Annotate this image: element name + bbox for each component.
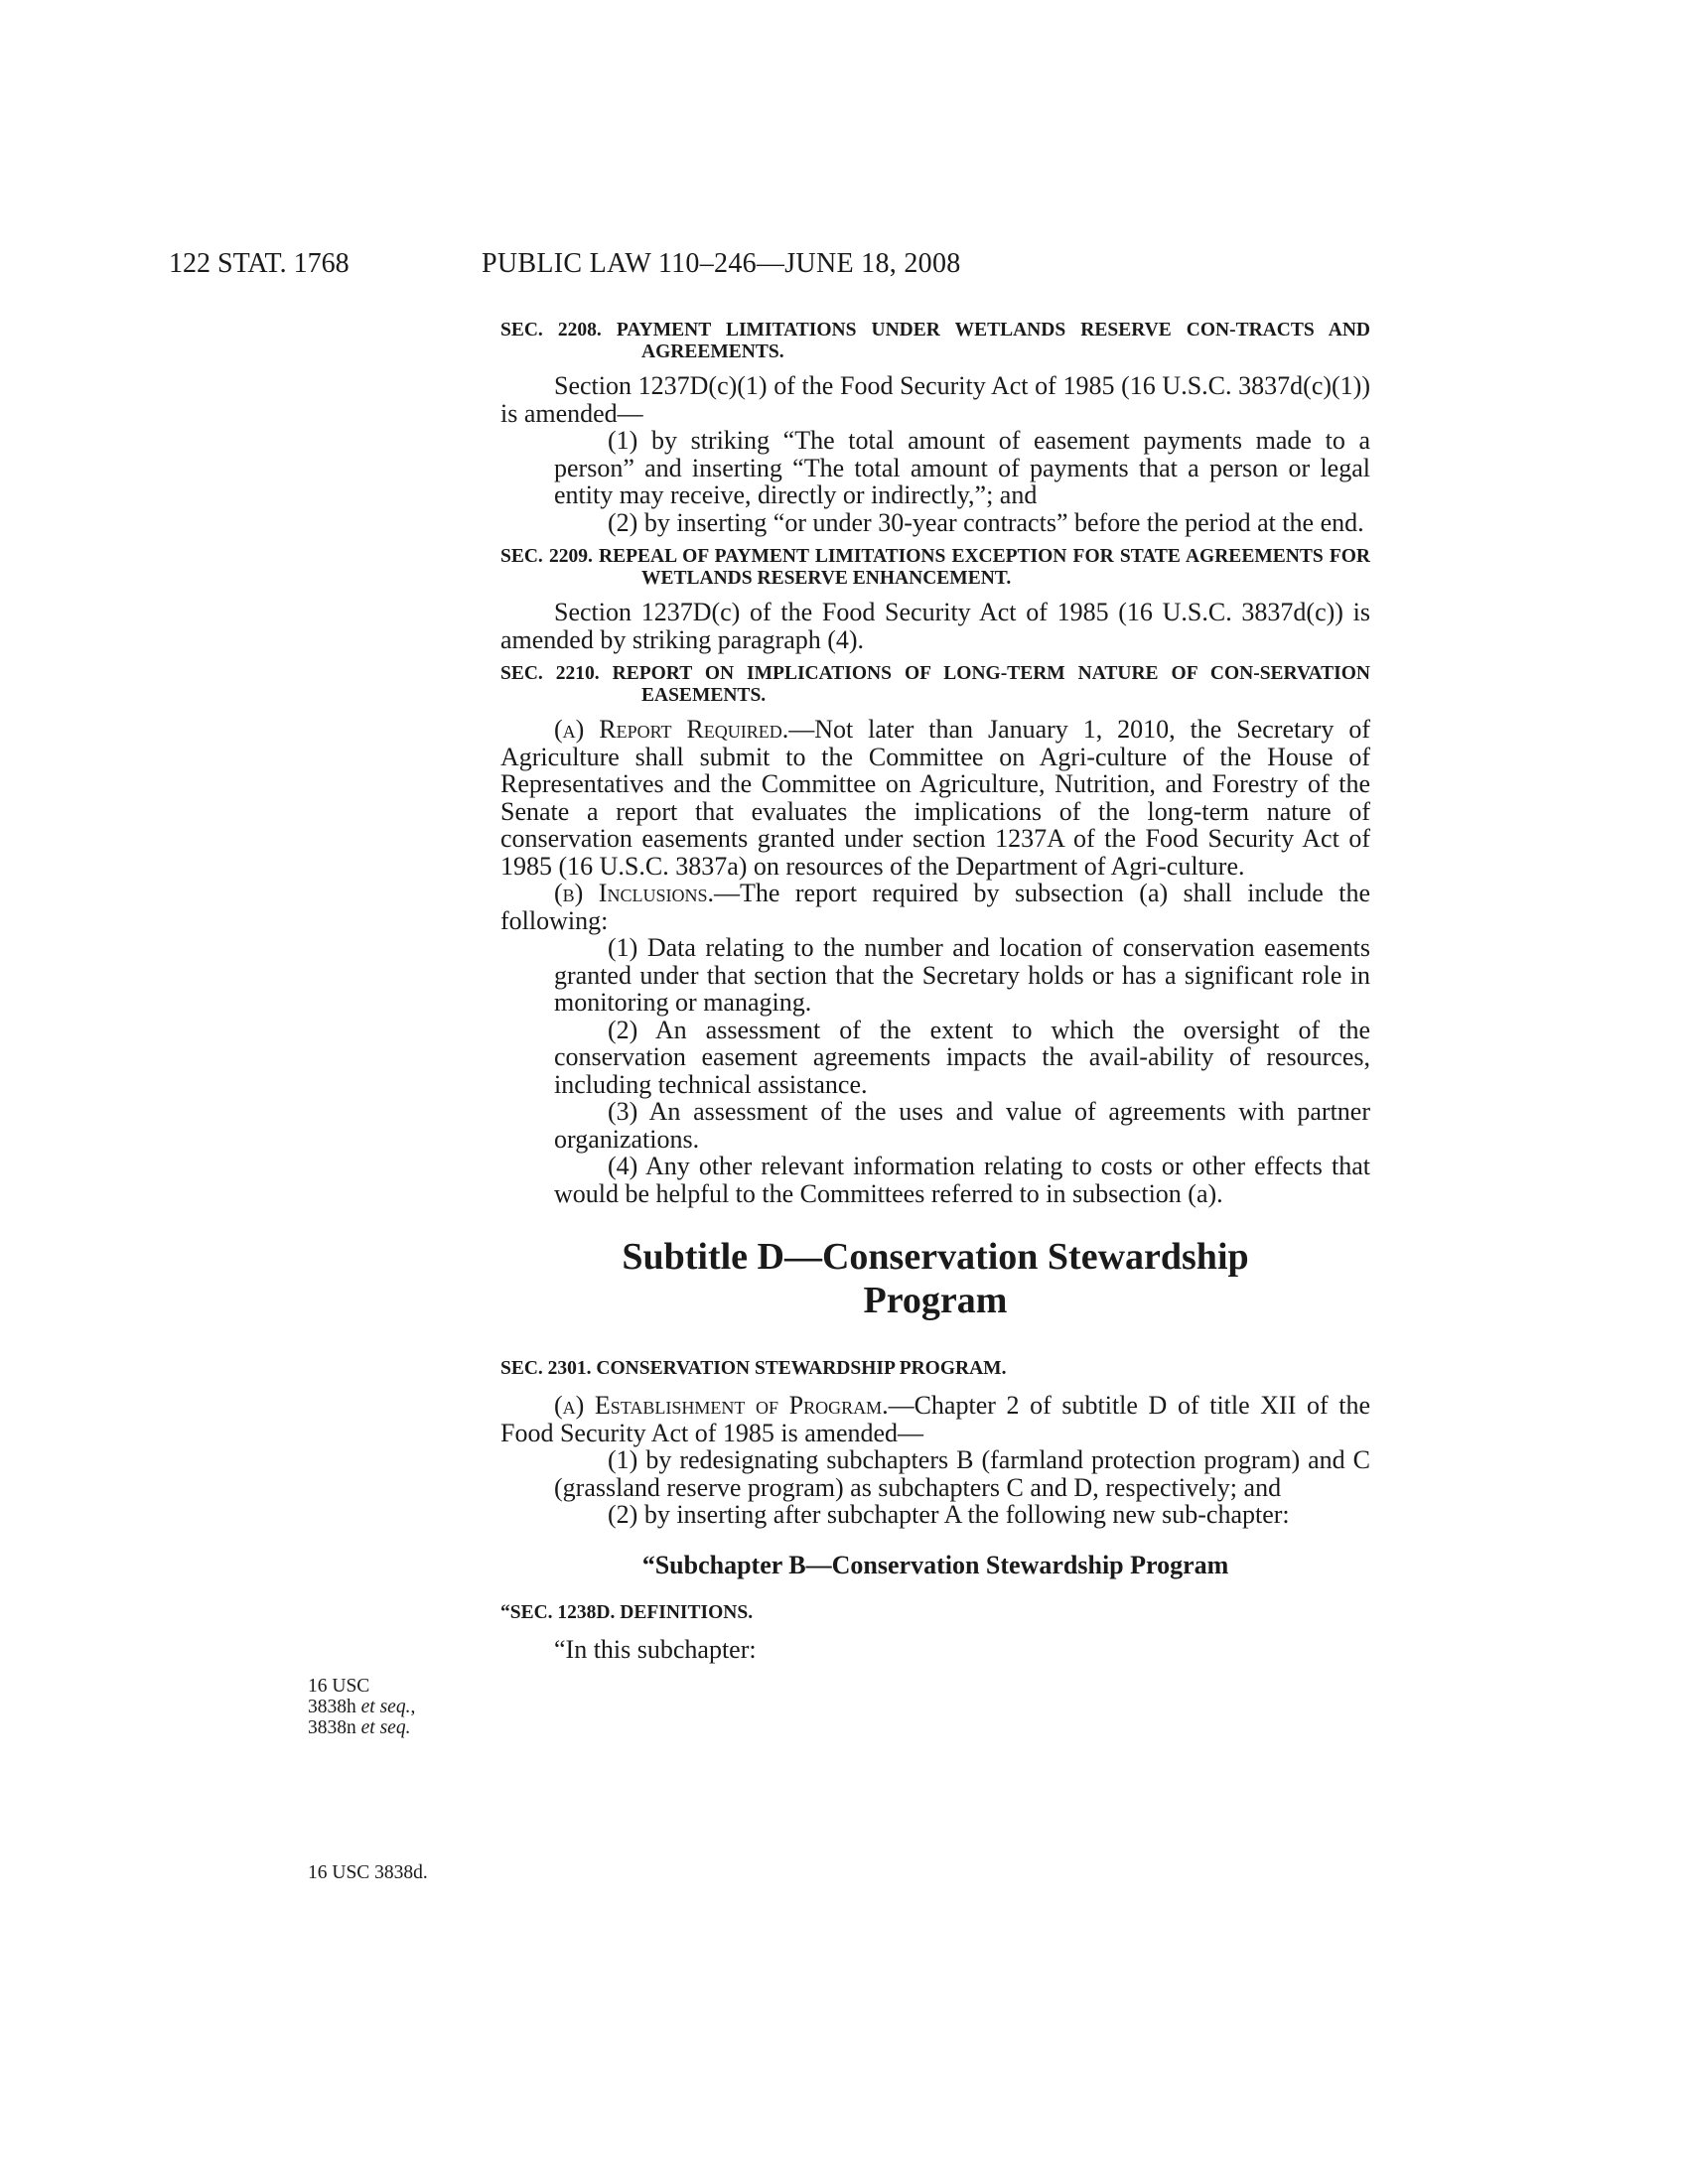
margin-note-line [308,1717,477,1738]
section-2208-item-2: (2) by inserting “or under 30-year contracts” before the period at the end. [608,507,1364,537]
section-2301-item-2: (2) by inserting after subchapter A the following new sub-chapter: [608,1500,1290,1529]
subtitle-d [500,1235,1370,1322]
section-2209-text: Section 1237D(c) of the Food Security Act of 1985 (16 U.S.C. 3837d(c)) is amended by striking paragraph (4). [500,598,1370,654]
law-title: PUBLIC LAW 110–246—JUNE 18, 2008 [482,248,961,279]
subsection-b-label: (b) Inclusions. [554,879,714,907]
subsection-a-text: —Not later than January 1, 2010, the Secretary of Agriculture shall submit to the Committee on Agri-culture of the House of Representatives and the Committee on Agriculture, Nutrition, and Forestry of the Senate a report that evaluates the implications of the long-term nature of conservation easements granted under section 1237A of the Food Security Act of 1985 (16 U.S.C. 3837a) on resources of the Department of Agri-culture. [500,715,1370,881]
section-2210-item-4: (4) Any other relevant information relating to costs or other effects that would be helpful to the Committees referred to in subsection (a). [554,1152,1370,1208]
section-2210-item-2: (2) An assessment of the extent to which the oversight of the conservation easement agreements impacts the avail-ability of resources, including technical assistance. [554,1015,1370,1099]
margin-note-line [308,1697,477,1717]
section-2209-body [500,599,1370,653]
page-number: 122 STAT. 1768 [169,248,350,279]
subchapter-b-heading: “Subchapter B—Conservation Stewardship Program [641,1550,1229,1579]
section-1238d-body [500,1636,1370,1664]
section-1238d-text: “In this subchapter: [554,1634,757,1664]
margin-note-text: 3838n [308,1717,361,1738]
section-2208-heading: SEC. 2208. PAYMENT LIMITATIONS UNDER WETLANDS RESERVE CON-TRACTS AND AGREEMENTS. [500,320,1370,362]
subtitle-line-2: Program [863,1280,1008,1321]
section-2210-subsection-b [500,880,1370,934]
subsection-a-label: (a) Report Required. [554,715,789,744]
section-2210-body [500,716,1370,1207]
subtitle-line-1: Subtitle D—Conservation Stewardship [622,1236,1249,1278]
section-2301-heading: SEC. 2301. CONSERVATION STEWARDSHIP PROGRAM. [500,1358,1007,1379]
margin-note-italic: et seq. [360,1697,411,1717]
document-body [500,320,1370,1663]
margin-note-text: 3838h [308,1697,361,1717]
subsection-a-text: —Chapter 2 of subtitle D of title XII of the Food Security Act of 1985 is amended— [500,1391,1371,1447]
section-1238d-heading: “SEC. 1238D. DEFINITIONS. [500,1601,754,1623]
margin-note-italic: et seq. [360,1717,411,1738]
section-2210-item-3: (3) An assessment of the uses and value of agreements with partner organizations. [554,1097,1370,1154]
margin-note-usc-3838h [308,1676,477,1738]
section-2208-item-1: (1) by striking “The total amount of easement payments made to a person” and inserting “The total amount of payments that a person or legal entity may receive, directly or indirectly,”; and [554,426,1370,509]
subsection-b-text: —The report required by subsection (a) shall include the following: [500,879,1370,935]
margin-note-text: , [410,1697,416,1717]
section-2301-body [500,1392,1370,1529]
section-2209-heading: SEC. 2209. REPEAL OF PAYMENT LIMITATIONS EXCEPTION FOR STATE AGREEMENTS FOR WETLANDS RESERVE ENHANCEMENT. [500,546,1370,589]
margin-note-line: 16 USC [308,1676,370,1697]
subsection-a-label: (a) Establishment of Program. [554,1391,889,1420]
section-2301-item-1: (1) by redesignating subchapters B (farmland protection program) and C (grassland reserve program) as subchapters C and D, respectively; and [554,1445,1370,1502]
margin-note-usc-3838d: 16 USC 3838d. [308,1862,428,1883]
page-header [169,248,1360,288]
section-2210-heading: SEC. 2210. REPORT ON IMPLICATIONS OF LONG-TERM NATURE OF CON-SERVATION EASEMENTS. [500,663,1370,706]
section-2208-body [500,372,1370,536]
section-2208-intro: Section 1237D(c)(1) of the Food Security Act of 1985 (16 U.S.C. 3837d(c)(1)) is amended— [500,371,1370,428]
section-2210-subsection-a [500,716,1370,880]
section-2210-item-1: (1) Data relating to the number and location of conservation easements granted under that section that the Secretary holds or has a significant role in monitoring or managing. [554,933,1370,1017]
section-2301-subsection-a [500,1392,1370,1446]
